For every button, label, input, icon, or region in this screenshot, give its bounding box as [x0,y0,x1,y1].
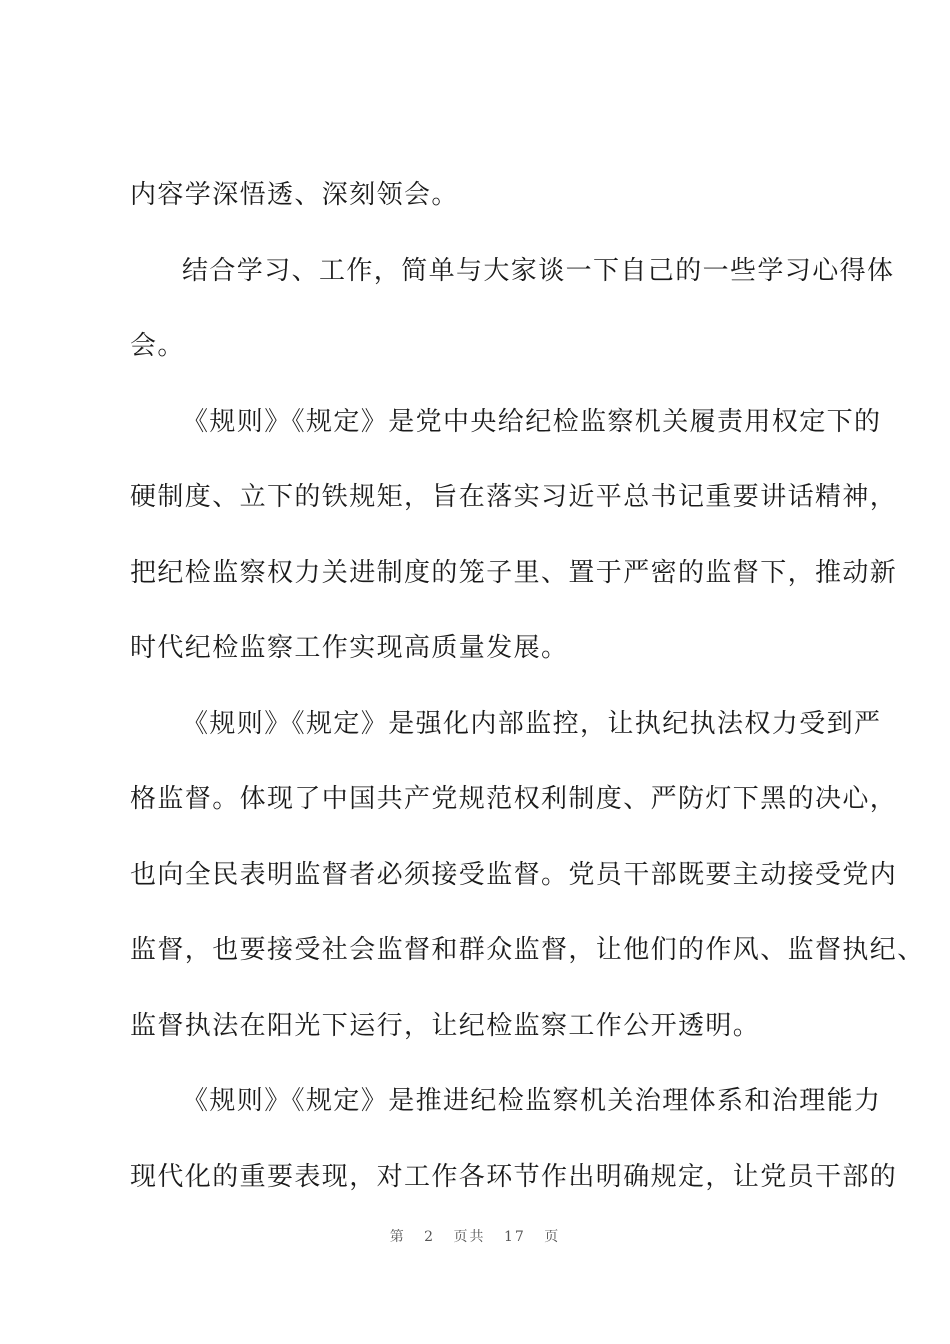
text-line-14: 现代化的重要表现，对工作各环节作出明确规定，让党员干部的 [130,1161,898,1192]
text-line-8: 《规则》《规定》是强化内部监控，让执纪执法权力受到严 [182,708,882,739]
footer-total-pages: 17 [504,1229,526,1245]
footer-current-page: 2 [424,1229,436,1245]
text-line-9: 格监督。体现了中国共产党规范权利制度、严防灯下黑的决心， [130,784,898,814]
text-line-7: 时代纪检监察工作实现高质量发展。 [130,633,569,663]
text-line-4: 《规则》《规定》是党中央给纪检监察机关履责用权定下的 [182,406,882,437]
body-text [130,170,925,1227]
text-line-6: 把纪检监察权力关进制度的笼子里、置于严密的监督下，推动新 [130,557,898,588]
page-footer [0,1226,950,1246]
text-line-13: 《规则》《规定》是推进纪检监察机关治理体系和治理能力 [182,1086,882,1116]
text-line-3: 会。 [130,331,185,361]
text-line-11: 监督，也要接受社会监督和群众监督，让他们的作风、监督执纪、 [130,935,925,965]
text-line-12: 监督执法在阳光下运行，让纪检监察工作公开透明。 [130,1010,761,1041]
text-line-5: 硬制度、立下的铁规矩，旨在落实习近平总书记重要讲话精神， [130,482,898,512]
text-line-2: 结合学习、工作，简单与大家谈一下自己的一些学习心得体 [182,255,895,286]
footer-middle: 页共 [453,1229,486,1245]
text-line-1: 内容学深悟透、深刻领会。 [130,180,459,210]
text-line-10: 也向全民表明监督者必须接受监督。党员干部既要主动接受党内 [130,859,898,890]
footer-prefix: 第 [389,1229,406,1245]
footer-suffix: 页 [544,1229,561,1245]
